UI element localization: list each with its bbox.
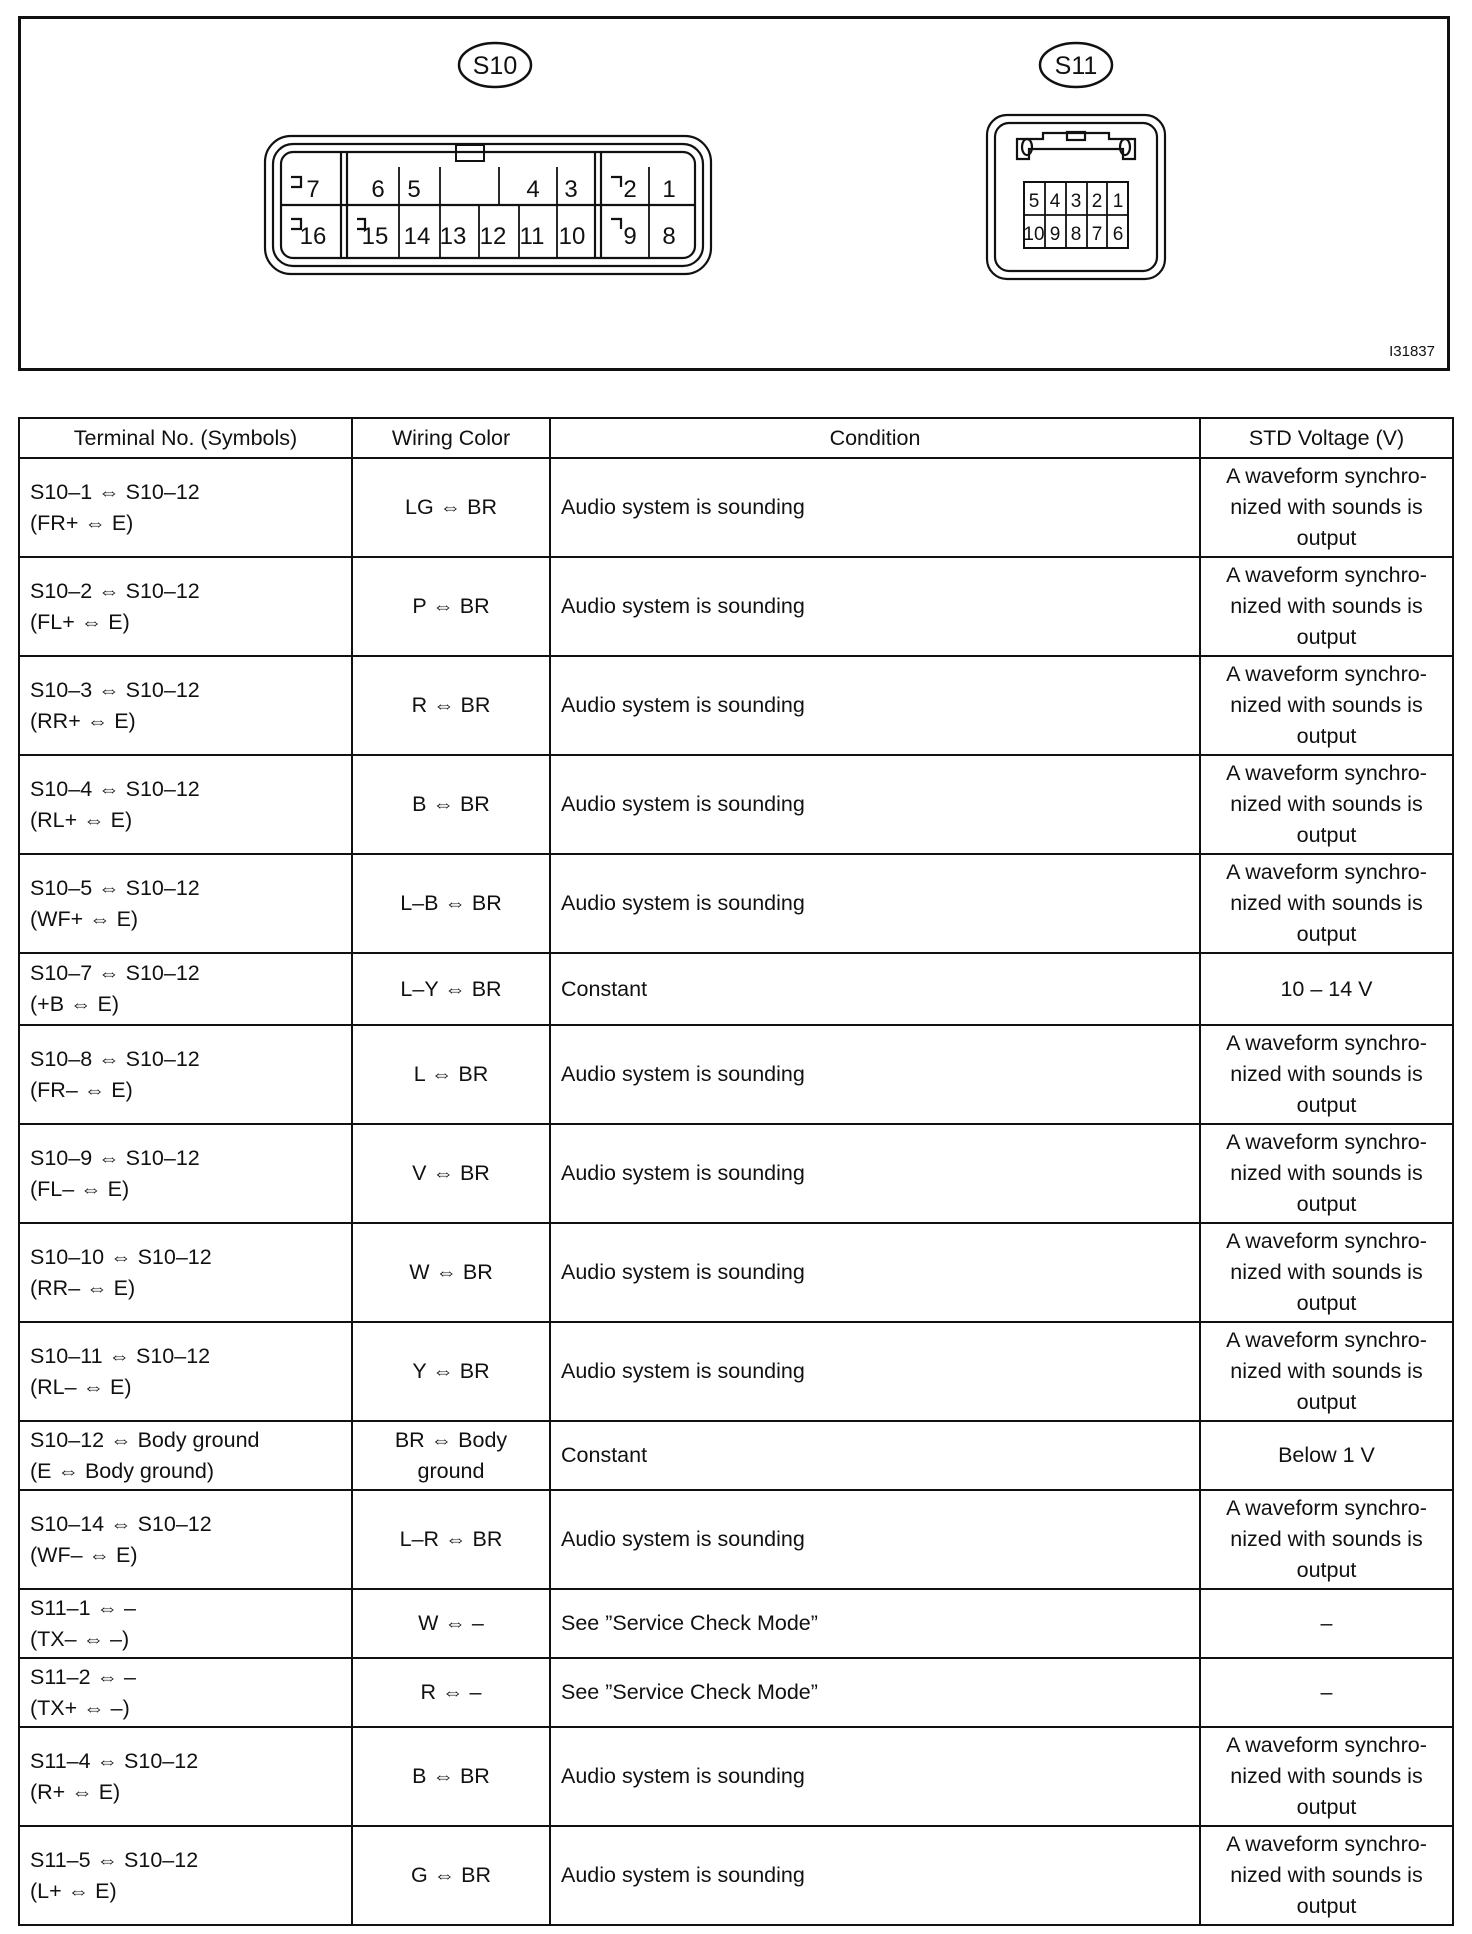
- cell-std-voltage-line: output: [1296, 922, 1357, 946]
- cell-terminal-line: (WF– ⇔ E): [30, 1542, 138, 1567]
- table-row: [19, 656, 1453, 755]
- cell-terminal-line: S10–1 ⇔ S10–12: [30, 479, 200, 504]
- cell-std-voltage-line: nized with sounds is: [1230, 891, 1423, 915]
- cell-std-voltage-line: nized with sounds is: [1230, 495, 1423, 519]
- cell-terminal-line: S10–7 ⇔ S10–12: [30, 961, 200, 985]
- s10-pin: 9: [623, 223, 637, 250]
- cell-std-voltage-line: output: [1296, 724, 1357, 748]
- cell-terminal-line: S10–14 ⇔ S10–12: [30, 1511, 212, 1536]
- cell-terminal-line: (RR+ ⇔ E): [30, 708, 136, 733]
- cell-condition: Audio system is sounding: [550, 1490, 1200, 1589]
- s10-pin: 12: [479, 223, 507, 250]
- cell-terminal-line: (FR– ⇔ E): [30, 1077, 133, 1102]
- cell-wiring-color-line: L–Y ⇔ BR: [400, 976, 502, 1001]
- s11-label: S11: [1054, 52, 1098, 80]
- cell-std-voltage-line: A waveform synchro-: [1226, 761, 1427, 785]
- cell-wiring-color: [352, 1727, 550, 1826]
- cell-std-voltage-line: Below 1 V: [1278, 1443, 1375, 1467]
- cell-wiring-color-line: P ⇔ BR: [412, 594, 490, 618]
- cell-terminal: [19, 1421, 352, 1490]
- cell-std-voltage-line: 10 – 14 V: [1280, 976, 1373, 1001]
- cell-condition: Audio system is sounding: [550, 1124, 1200, 1223]
- cell-std-voltage-line: output: [1296, 1558, 1357, 1582]
- cell-std-voltage: [1200, 656, 1453, 755]
- table-row: [19, 1658, 1453, 1727]
- cell-condition: Constant: [550, 1421, 1200, 1490]
- s11-bottom-pins: [1023, 224, 1123, 245]
- cell-wiring-color: [352, 1025, 550, 1124]
- cell-wiring-color-line: R ⇔ BR: [411, 693, 491, 717]
- cell-terminal: [19, 1658, 352, 1727]
- cell-wiring-color-line: V ⇔ BR: [412, 1161, 490, 1185]
- cell-terminal: [19, 1223, 352, 1322]
- cell-std-voltage-line: output: [1296, 1291, 1357, 1315]
- cell-std-voltage: [1200, 854, 1453, 953]
- s10-pin: 6: [371, 176, 385, 203]
- cell-wiring-color-line: R ⇔ –: [420, 1680, 482, 1704]
- cell-std-voltage-line: nized with sounds is: [1230, 1527, 1423, 1551]
- terminal-spec-table: [18, 417, 1454, 1926]
- cell-wiring-color: [352, 953, 550, 1025]
- cell-std-voltage: [1200, 1490, 1453, 1589]
- cell-terminal-line: S10–3 ⇔ S10–12: [30, 677, 200, 702]
- s11-pin: 10: [1023, 224, 1045, 245]
- cell-terminal-line: (WF+ ⇔ E): [30, 906, 139, 931]
- s11-pin: 1: [1112, 191, 1124, 212]
- s10-pin: 3: [564, 176, 578, 203]
- cell-terminal: [19, 1589, 352, 1658]
- cell-condition: Audio system is sounding: [550, 1025, 1200, 1124]
- cell-std-voltage-line: A waveform synchro-: [1226, 1229, 1427, 1253]
- cell-std-voltage-line: output: [1296, 1894, 1357, 1918]
- cell-terminal: [19, 1124, 352, 1223]
- cell-terminal: [19, 458, 352, 557]
- table-body: [19, 458, 1453, 1925]
- cell-std-voltage: [1200, 1421, 1453, 1490]
- cell-std-voltage-line: A waveform synchro-: [1226, 1496, 1427, 1520]
- s10-bottom-pins: [300, 223, 676, 250]
- header-condition: Condition: [550, 418, 1200, 458]
- s11-pin: 9: [1049, 224, 1061, 245]
- cell-std-voltage-line: A waveform synchro-: [1226, 1130, 1427, 1154]
- cell-std-voltage-line: output: [1296, 1192, 1357, 1216]
- table-row: [19, 1589, 1453, 1658]
- cell-std-voltage-line: nized with sounds is: [1230, 1062, 1423, 1086]
- cell-terminal-line: (RL– ⇔ E): [30, 1374, 132, 1399]
- cell-wiring-color: [352, 1589, 550, 1658]
- cell-std-voltage-line: output: [1296, 526, 1357, 550]
- cell-std-voltage: [1200, 1322, 1453, 1421]
- cell-std-voltage: [1200, 1589, 1453, 1658]
- cell-terminal-line: (TX+ ⇔ –): [30, 1695, 130, 1720]
- header-terminal: Terminal No. (Symbols): [19, 418, 352, 458]
- cell-wiring-color: [352, 1490, 550, 1589]
- s11-pin: 4: [1049, 191, 1061, 212]
- cell-std-voltage-line: nized with sounds is: [1230, 1260, 1423, 1284]
- s10-connector: [265, 136, 711, 274]
- cell-condition: Audio system is sounding: [550, 1322, 1200, 1421]
- cell-condition: Audio system is sounding: [550, 854, 1200, 953]
- cell-terminal-line: S11–2 ⇔ –: [30, 1664, 136, 1689]
- cell-condition: Constant: [550, 953, 1200, 1025]
- figure-id: I31837: [1389, 343, 1435, 360]
- cell-std-voltage-line: nized with sounds is: [1230, 1764, 1423, 1788]
- cell-wiring-color: [352, 458, 550, 557]
- s10-pin: 13: [439, 223, 467, 250]
- cell-terminal-line: S10–12 ⇔ Body ground: [30, 1427, 260, 1452]
- cell-terminal: [19, 1727, 352, 1826]
- cell-terminal-line: (E ⇔ Body ground): [30, 1458, 215, 1483]
- cell-terminal: [19, 1826, 352, 1925]
- cell-terminal-line: S11–1 ⇔ –: [30, 1595, 136, 1620]
- cell-terminal-line: (RR– ⇔ E): [30, 1275, 136, 1300]
- cell-std-voltage-line: output: [1296, 625, 1357, 649]
- cell-wiring-color: [352, 1322, 550, 1421]
- cell-wiring-color: [352, 656, 550, 755]
- cell-std-voltage: [1200, 1658, 1453, 1727]
- cell-std-voltage: [1200, 1727, 1453, 1826]
- cell-std-voltage-line: –: [1320, 1680, 1333, 1704]
- cell-std-voltage: [1200, 755, 1453, 854]
- cell-std-voltage-line: A waveform synchro-: [1226, 860, 1427, 884]
- cell-std-voltage-line: A waveform synchro-: [1226, 1733, 1427, 1757]
- cell-std-voltage-line: output: [1296, 1795, 1357, 1819]
- cell-std-voltage: [1200, 1223, 1453, 1322]
- cell-wiring-color-line: G ⇔ BR: [410, 1863, 492, 1887]
- table-row: [19, 854, 1453, 953]
- cell-wiring-color: [352, 1421, 550, 1490]
- s10-label: S10: [472, 52, 518, 80]
- cell-terminal: [19, 953, 352, 1025]
- cell-wiring-color-line: ground: [417, 1458, 485, 1483]
- cell-condition: Audio system is sounding: [550, 656, 1200, 755]
- cell-terminal: [19, 755, 352, 854]
- s10-pin: 2: [623, 176, 637, 203]
- cell-wiring-color: [352, 557, 550, 656]
- cell-wiring-color-line: L–R ⇔ BR: [399, 1527, 503, 1551]
- cell-wiring-color: [352, 1658, 550, 1727]
- s11-pin: 5: [1028, 191, 1040, 212]
- cell-terminal-line: S11–5 ⇔ S10–12: [30, 1847, 199, 1872]
- s11-top-pins: [1029, 191, 1124, 212]
- s10-pin: 10: [558, 223, 586, 250]
- cell-condition: Audio system is sounding: [550, 1727, 1200, 1826]
- cell-wiring-color: [352, 854, 550, 953]
- cell-wiring-color-line: LG ⇔ BR: [405, 495, 497, 519]
- cell-wiring-color-line: W ⇔ BR: [409, 1260, 493, 1284]
- cell-std-voltage-line: A waveform synchro-: [1226, 1328, 1427, 1352]
- header-wiring-color: Wiring Color: [352, 418, 550, 458]
- table-row: [19, 1223, 1453, 1322]
- cell-std-voltage: [1200, 1025, 1453, 1124]
- cell-condition: Audio system is sounding: [550, 557, 1200, 656]
- cell-std-voltage-line: nized with sounds is: [1230, 1359, 1423, 1383]
- connector-figure: [18, 16, 1450, 371]
- cell-terminal-line: S10–9 ⇔ S10–12: [30, 1145, 200, 1170]
- cell-std-voltage-line: –: [1320, 1611, 1333, 1635]
- table-row: [19, 1124, 1453, 1223]
- cell-terminal-line: S10–8 ⇔ S10–12: [30, 1046, 200, 1071]
- cell-std-voltage-line: nized with sounds is: [1230, 792, 1423, 816]
- cell-wiring-color-line: L–B ⇔ BR: [400, 891, 502, 915]
- cell-terminal-line: (TX– ⇔ –): [30, 1626, 130, 1651]
- cell-std-voltage-line: A waveform synchro-: [1226, 662, 1427, 686]
- table-row: [19, 1025, 1453, 1124]
- cell-std-voltage-line: nized with sounds is: [1230, 693, 1423, 717]
- table-header-row: [19, 418, 1453, 458]
- cell-std-voltage-line: A waveform synchro-: [1226, 1031, 1427, 1055]
- cell-condition: Audio system is sounding: [550, 1826, 1200, 1925]
- table-row: [19, 557, 1453, 656]
- s10-pin: 7: [306, 176, 320, 203]
- cell-terminal-line: S10–2 ⇔ S10–12: [30, 578, 200, 603]
- cell-terminal: [19, 1490, 352, 1589]
- header-std-voltage: STD Voltage (V): [1200, 418, 1453, 458]
- cell-terminal: [19, 656, 352, 755]
- connector-diagram: [21, 19, 1447, 368]
- table-row: [19, 1322, 1453, 1421]
- s10-pin: 5: [407, 176, 421, 203]
- cell-terminal-line: (FR+ ⇔ E): [30, 510, 134, 535]
- cell-terminal: [19, 854, 352, 953]
- cell-terminal-line: S10–11 ⇔ S10–12: [30, 1343, 211, 1368]
- table-row: [19, 755, 1453, 854]
- cell-wiring-color-line: B ⇔ BR: [412, 1764, 490, 1788]
- table-row: [19, 1421, 1453, 1490]
- cell-wiring-color: [352, 1124, 550, 1223]
- cell-std-voltage-line: nized with sounds is: [1230, 594, 1423, 618]
- cell-std-voltage-line: output: [1296, 1093, 1357, 1117]
- cell-wiring-color-line: BR ⇔ Body: [394, 1427, 508, 1452]
- cell-condition: Audio system is sounding: [550, 458, 1200, 557]
- s11-pin: 8: [1070, 224, 1082, 245]
- cell-terminal-line: (FL+ ⇔ E): [30, 609, 130, 634]
- s10-pin: 15: [361, 223, 389, 250]
- s10-pin: 1: [662, 176, 676, 203]
- cell-wiring-color-line: Y ⇔ BR: [412, 1359, 490, 1383]
- s11-pin: 7: [1091, 224, 1103, 245]
- cell-std-voltage-line: output: [1296, 823, 1357, 847]
- s10-pin: 14: [403, 223, 431, 250]
- s11-pin: 6: [1112, 224, 1124, 245]
- cell-condition: Audio system is sounding: [550, 755, 1200, 854]
- cell-std-voltage-line: nized with sounds is: [1230, 1161, 1423, 1185]
- cell-wiring-color: [352, 1826, 550, 1925]
- cell-terminal: [19, 1025, 352, 1124]
- cell-wiring-color-line: B ⇔ BR: [412, 792, 490, 816]
- cell-std-voltage: [1200, 458, 1453, 557]
- cell-terminal: [19, 1322, 352, 1421]
- cell-terminal-line: (R+ ⇔ E): [30, 1779, 121, 1804]
- cell-std-voltage-line: A waveform synchro-: [1226, 464, 1427, 488]
- s11-pin: 3: [1070, 191, 1082, 212]
- cell-std-voltage: [1200, 557, 1453, 656]
- cell-wiring-color-line: L ⇔ BR: [413, 1062, 489, 1086]
- table-row: [19, 458, 1453, 557]
- cell-terminal-line: S11–4 ⇔ S10–12: [30, 1748, 199, 1773]
- s10-pin: 16: [299, 223, 327, 250]
- cell-wiring-color-line: W ⇔ –: [418, 1611, 484, 1635]
- table-row: [19, 1727, 1453, 1826]
- cell-terminal-line: S10–4 ⇔ S10–12: [30, 776, 200, 801]
- s10-pin: 8: [662, 223, 676, 250]
- cell-std-voltage-line: nized with sounds is: [1230, 1863, 1423, 1887]
- cell-terminal-line: S10–10 ⇔ S10–12: [30, 1244, 212, 1269]
- cell-std-voltage: [1200, 1124, 1453, 1223]
- cell-terminal-line: (RL+ ⇔ E): [30, 807, 133, 832]
- cell-terminal-line: (FL– ⇔ E): [30, 1176, 130, 1201]
- cell-std-voltage-line: output: [1296, 1390, 1357, 1414]
- cell-terminal-line: S10–5 ⇔ S10–12: [30, 875, 200, 900]
- s11-pin: 2: [1091, 191, 1103, 212]
- cell-std-voltage: [1200, 1826, 1453, 1925]
- cell-terminal-line: (L+ ⇔ E): [30, 1878, 117, 1903]
- table-row: [19, 1490, 1453, 1589]
- table-row: [19, 953, 1453, 1025]
- cell-terminal-line: (+B ⇔ E): [30, 992, 120, 1016]
- cell-terminal: [19, 557, 352, 656]
- cell-std-voltage: [1200, 953, 1453, 1025]
- s10-pin: 11: [519, 223, 545, 250]
- cell-condition: Audio system is sounding: [550, 1223, 1200, 1322]
- s10-pin: 4: [526, 176, 540, 203]
- cell-condition: See ”Service Check Mode”: [550, 1658, 1200, 1727]
- cell-condition: See ”Service Check Mode”: [550, 1589, 1200, 1658]
- cell-wiring-color: [352, 755, 550, 854]
- cell-std-voltage-line: A waveform synchro-: [1226, 1832, 1427, 1856]
- cell-std-voltage-line: A waveform synchro-: [1226, 563, 1427, 587]
- table-row: [19, 1826, 1453, 1925]
- cell-wiring-color: [352, 1223, 550, 1322]
